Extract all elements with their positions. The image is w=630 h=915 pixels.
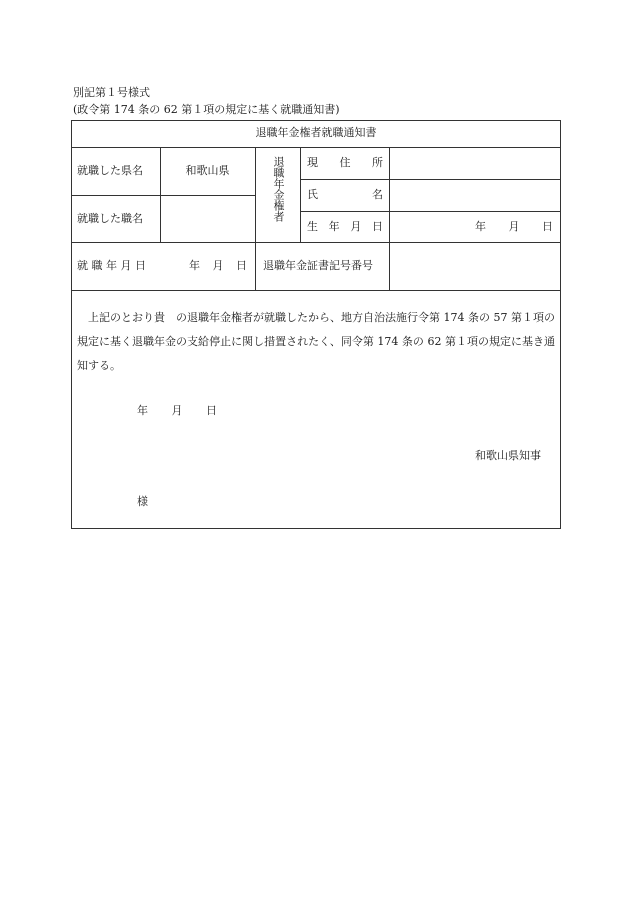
label-address-3: 所 — [372, 156, 383, 169]
label-employment-date: 就 職 年 月 日 — [77, 259, 146, 272]
rule-employment — [71, 290, 561, 291]
birth-month: 月 — [508, 220, 520, 233]
sender: 和歌山県知事 — [475, 449, 541, 462]
label-birth-4: 日 — [371, 220, 383, 233]
rule-title — [71, 147, 561, 148]
birth-day: 日 — [542, 220, 553, 233]
label-name-1: 氏 — [307, 188, 318, 201]
employment-month: 月 — [212, 259, 224, 272]
form-title: 退職年金権者就職通知書 — [255, 126, 377, 139]
label-pensioner: 退職年金権者 — [272, 156, 285, 222]
notice-date — [137, 404, 217, 418]
label-address — [307, 156, 383, 170]
notice-month: 月 — [171, 404, 183, 417]
rule-col-field — [389, 147, 390, 291]
legal-basis: (政令第 174 条の 62 第１項の規定に基く就職通知書) — [73, 103, 340, 116]
notice-day: 日 — [206, 404, 217, 417]
label-certificate-number: 退職年金証書記号番号 — [263, 259, 373, 272]
form-number: 別記第１号様式 — [73, 86, 150, 99]
notification-form — [71, 120, 561, 529]
label-address-1: 現 — [307, 156, 318, 169]
birth-year: 年 — [475, 220, 486, 233]
label-birth-3: 月 — [350, 220, 362, 233]
rule-name — [300, 211, 561, 212]
value-birth-date — [475, 220, 553, 234]
notice-year: 年 — [137, 404, 148, 417]
value-employment-date — [189, 259, 247, 273]
addressee-suffix: 様 — [137, 495, 148, 508]
notification-body: 上記のとおり貴 の退職年金権者が就職したから、地方自治法施行令第 174 条の 57 第１項の規定に基く退職年金の支給停止に関し措置されたく、同令第 174 条の 62 第１項の規定に基き通知する。 — [77, 311, 555, 372]
label-birth-date — [307, 220, 383, 234]
rule-col-value — [255, 147, 256, 291]
label-job-title: 就職した職名 — [77, 212, 143, 225]
employment-day: 日 — [236, 259, 247, 272]
label-name-2: 名 — [372, 188, 383, 201]
label-birth-1: 生 — [307, 220, 318, 233]
value-prefecture: 和歌山県 — [185, 164, 230, 177]
label-prefecture: 就職した県名 — [77, 164, 143, 177]
rule-address — [300, 179, 561, 180]
label-name — [307, 188, 383, 202]
label-address-2: 住 — [339, 156, 351, 169]
rule-col-label — [160, 147, 161, 243]
rule-prefecture — [71, 195, 255, 196]
rule-table — [71, 242, 561, 243]
rule-col-pensioner — [300, 147, 301, 243]
label-birth-2: 年 — [328, 220, 340, 233]
employment-year: 年 — [189, 259, 200, 272]
